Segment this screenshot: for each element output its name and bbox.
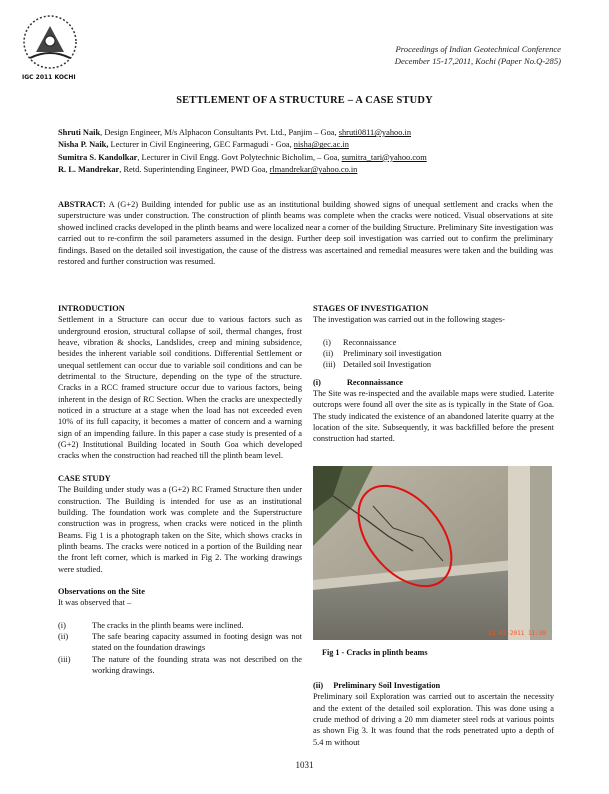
author-affiliation: , Lecturer in Civil Engg. Govt Polytechnic Bicholim, – Goa, xyxy=(137,152,342,162)
stages-intro: The investigation was carried out in the following stages- xyxy=(313,315,505,325)
author-name: Shruti Naik xyxy=(58,128,101,137)
list-item-text: The cracks in the plinth beams were inclined. xyxy=(92,620,244,630)
list-item-number: (i) xyxy=(58,620,66,630)
left-column xyxy=(58,303,302,676)
proceedings-line-2: December 15-17,2011, Kochi (Paper No.Q-285) xyxy=(394,56,561,66)
subsection-heading-preliminary xyxy=(313,680,554,691)
list-item xyxy=(58,620,302,631)
abstract-text: A (G+2) Building intended for public use as an institutional building showed signs of unequal settlement and cracks when the superstructure was under construction. The construction of plinth beams was complete when the cracks were noticed. Visual observations at site showed inclined cracks developed in the plinth beams and were localized near a corner of the building Structure. Preliminary Site investigation was carried out to re-confirm the soil parameters assumed in the design. Further deep soil investigation was carried out to confirm the preliminary findings. Based on the detailed soil investigation, the cause of the distress was ascertained and remedial measures were taken and the building was restored and further construction was resumed. xyxy=(58,200,553,267)
list-item-text: Reconnaissance xyxy=(343,337,397,347)
section-heading-stages: STAGES OF INVESTIGATION xyxy=(313,304,429,313)
author-affiliation: , Design Engineer, M/s Alphacon Consultants Pvt. Ltd., Panjim – Goa, xyxy=(100,128,339,137)
author-list xyxy=(58,127,558,177)
section-heading-case-study: CASE STUDY xyxy=(58,473,111,483)
observations-list xyxy=(58,620,302,677)
reconnaissance-text: The Site was re-inspected and the available maps were studied. Laterite outcrops were found all over the site as is typically in the State of Goa. The study indicated the existence of an abandoned laterite quarry at the location of the site. Subsequently, it was backfilled before the present construction had started. xyxy=(313,389,554,444)
right-column-lower xyxy=(313,680,554,748)
author-line xyxy=(58,139,558,151)
right-column xyxy=(313,303,554,445)
list-item-number: (ii) xyxy=(323,349,334,359)
figure-photo-cracks xyxy=(313,466,552,640)
author-email-link[interactable]: rlmandrekar@yahoo.co.in xyxy=(269,165,358,175)
stages-list xyxy=(313,337,554,371)
subsection-heading-observations: Observations on the Site xyxy=(58,586,145,596)
list-item-number: (iii) xyxy=(323,360,336,370)
list-item-number: (ii) xyxy=(58,631,69,641)
subsection-title: Preliminary Soil Investigation xyxy=(333,681,441,690)
author-name: Sumitra S. Kandolkar xyxy=(58,152,138,162)
proceedings-line-1: Proceedings of Indian Geotechnical Conference xyxy=(395,44,561,54)
list-item-number: (i) xyxy=(323,337,331,347)
author-name: R. L. Mandrekar xyxy=(58,165,120,175)
list-item-text: The nature of the founding strata was not described on the working drawings. xyxy=(92,654,302,675)
case-study-text: The Building under study was a (G+2) RC Framed Structure then under construction. The Building is intended for use as an institutional building. The foundation work was complete and the Superstructure construction was in progress, when cracks were noticed in the plinth Beams. Fig 1 is a photograph taken on the Site, which shows cracks in plinth beams. The cracks were noticed in a portion of the Building near the front left corner, which is marked in Fig 2. The working drawings were studied. xyxy=(58,485,302,574)
author-email-link[interactable]: nisha@gec.ac.in xyxy=(293,140,349,150)
observations-intro: It was observed that – xyxy=(58,598,132,608)
author-email-link[interactable]: shruti0811@yahoo.in xyxy=(338,128,412,137)
conference-logo xyxy=(14,8,90,88)
section-heading-introduction: INTRODUCTION xyxy=(58,304,125,313)
list-item-text: Detailed soil Investigation xyxy=(343,360,432,370)
paper-title: SETTLEMENT OF A STRUCTURE – A CASE STUDY xyxy=(176,95,433,106)
author-line xyxy=(58,152,558,164)
author-line xyxy=(58,127,558,139)
list-item-text: Preliminary soil investigation xyxy=(343,349,442,359)
list-item xyxy=(58,654,302,677)
preliminary-text: Preliminary soil Exploration was carried out to ascertain the necessity and the extent of the detailed soil exploration. This was done using a crude method of driving a 20 mm diameter steel rods at various points as shown Fig 3. It was found that the rods penetrated upto a depth of 5.4 m without xyxy=(313,692,554,747)
author-line xyxy=(58,164,558,176)
list-item-text: The safe bearing capacity assumed in footing design was not stated on the foundation drawings xyxy=(92,631,302,653)
author-email-link[interactable]: sumitra_tari@yahoo.com xyxy=(341,152,427,162)
list-item xyxy=(313,337,554,348)
page-number: 1031 xyxy=(295,760,314,770)
photo-timestamp: 13-02-2011 11:30 xyxy=(488,630,546,637)
list-item xyxy=(58,631,302,654)
figure-caption: Fig 1 - Cracks in plinth beams xyxy=(322,648,428,657)
author-name: Nisha P. Naik, xyxy=(58,140,109,150)
subsection-title: Reconnaissance xyxy=(346,377,403,387)
logo-caption: IGC 2011 KOCHI xyxy=(22,74,76,81)
list-item xyxy=(313,348,554,359)
abstract-label: ABSTRACT: xyxy=(58,200,106,209)
proceedings-header xyxy=(395,43,561,67)
abstract xyxy=(58,199,553,267)
list-item-number: (iii) xyxy=(58,654,71,664)
subsection-heading-reconnaissance xyxy=(313,377,554,388)
subsection-number: (ii) xyxy=(313,681,324,690)
list-item xyxy=(313,359,554,370)
subsection-number: (i) xyxy=(313,377,321,387)
introduction-text: Settlement in a Structure can occur due to various factors such as underground erosion, structural collapse of soil, thermal changes, frost heave, vibration & shocks, Landslides, creep and mining subsidence, besides the inherent variable soil conditions. Differential Settlement or unequal settlement can occur due to variable soil conditions and can be detrimental to the Structure, depending on the type of the structure. Cracks in a RCC framed structure occur due to various factors, being inherent in the design of RC Section. When the cracks are unexpectedly noticed in a structure at a stage when the load has not exceeded even 10% of its full capacity, it becomes a matter of concern and a warning sign of an impending failure. In this paper a case study is presented of a (G+2) Institutional Building located in South Goa which developed cracks when the construction had reached till the plinth beam level. xyxy=(58,315,302,461)
author-affiliation: , Retd. Superintending Engineer, PWD Goa, xyxy=(119,165,270,175)
author-affiliation: Lecturer in Civil Engineering, GEC Farmagudi - Goa, xyxy=(108,140,294,150)
